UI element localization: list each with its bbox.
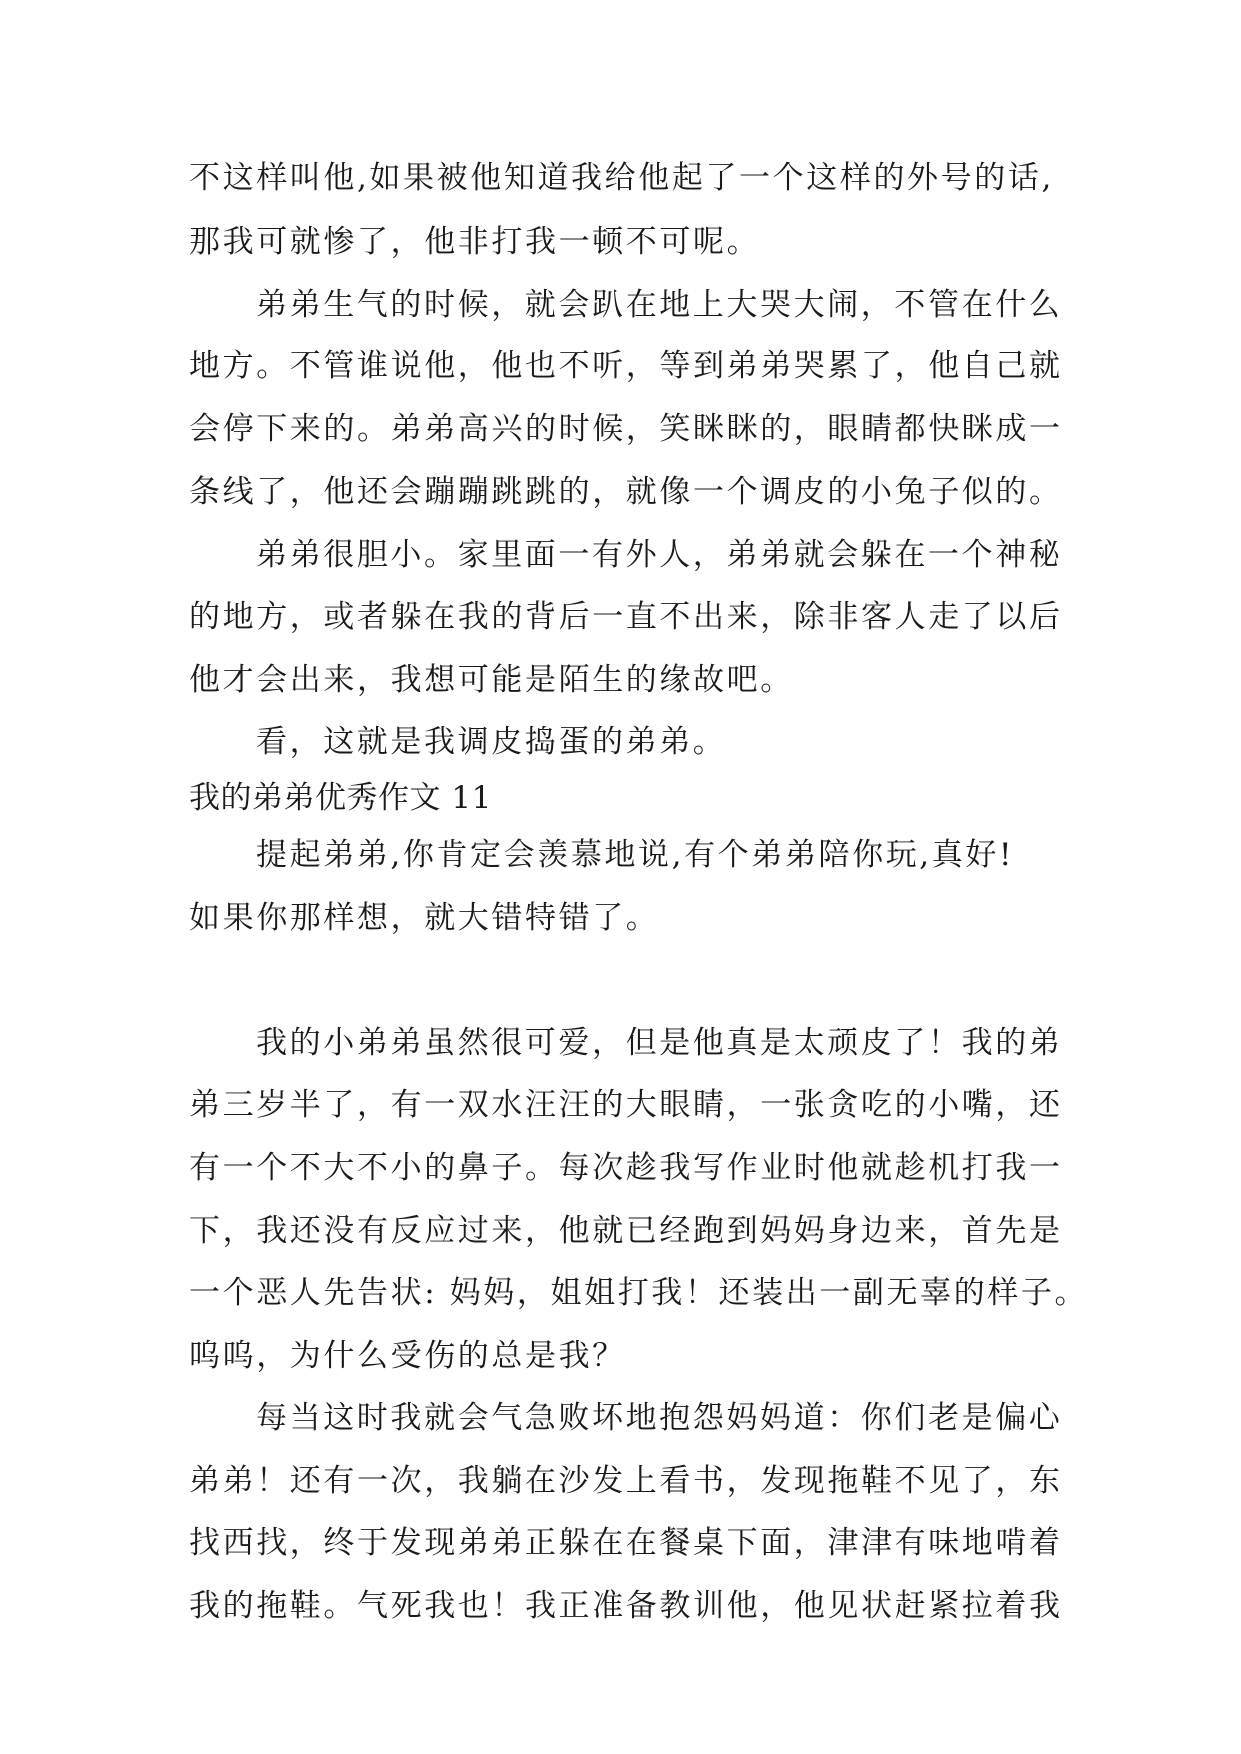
text-line: 看，这就是我调皮捣蛋的弟弟。: [256, 724, 727, 760]
text-line: 如果你那样想，就大错特错了。: [189, 900, 660, 936]
text-line: 弟三岁半了，有一双水汪汪的大眼睛，一张贪吃的小嘴，还: [189, 1087, 1063, 1123]
text-line: 找西找，终于发现弟弟正躲在在餐桌下面，津津有味地啃着: [189, 1525, 1063, 1561]
text-line: 我的拖鞋。气死我也！我正准备教训他，他见状赶紧拉着我: [189, 1588, 1063, 1624]
text-line: 呜呜，为什么受伤的总是我？: [189, 1338, 626, 1374]
text-line: 地方。不管谁说他，他也不听，等到弟弟哭累了，他自己就: [189, 348, 1063, 384]
text-line: 会停下来的。弟弟高兴的时候，笑眯眯的，眼睛都快眯成一: [189, 411, 1063, 447]
text-line: 的地方，或者躲在我的背后一直不出来，除非客人走了以后: [189, 599, 1063, 635]
text-line: 那我可就惨了，他非打我一顿不可呢。: [189, 224, 761, 260]
text-line: 有一个不大不小的鼻子。每次趁我写作业时他就趁机打我一: [189, 1150, 1063, 1186]
text-line: 条线了，他还会蹦蹦跳跳的，就像一个调皮的小兔子似的。: [189, 474, 1063, 510]
text-line: 下，我还没有反应过来，他就已经跑到妈妈身边来，首先是: [189, 1213, 1063, 1249]
text-line: 弟弟很胆小。家里面一有外人，弟弟就会躲在一个神秘: [256, 537, 1063, 573]
text-line: 一个恶人先告状: 妈妈，姐姐打我！还装出一副无辜的样子。: [189, 1275, 1089, 1311]
text-line: 弟弟！还有一次，我躺在沙发上看书，发现拖鞋不见了，东: [189, 1463, 1063, 1499]
section-title: 我的弟弟优秀作文 11: [189, 780, 492, 816]
text-line: 我的小弟弟虽然很可爱，但是他真是太顽皮了！我的弟: [256, 1025, 1063, 1061]
text-line: 每当这时我就会气急败坏地抱怨妈妈道：你们老是偏心: [256, 1400, 1063, 1436]
text-line: 提起弟弟,你肯定会羡慕地说,有个弟弟陪你玩,真好!: [256, 837, 1015, 873]
text-line: 他才会出来，我想可能是陌生的缘故吧。: [189, 662, 794, 698]
text-line: 弟弟生气的时候，就会趴在地上大哭大闹，不管在什么: [256, 287, 1063, 323]
text-line: 不这样叫他,如果被他知道我给他起了一个这样的外号的话,: [189, 160, 1054, 196]
